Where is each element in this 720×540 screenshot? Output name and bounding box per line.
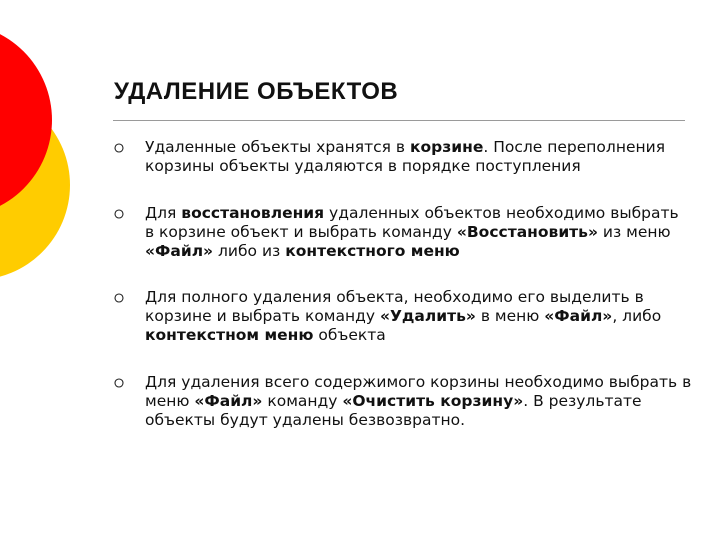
bullet-bold-text: «Восстановить» (456, 223, 598, 241)
bullet-item (112, 288, 692, 345)
bullet-bold-text: «Файл» (544, 307, 613, 325)
bullet-text: , либо (612, 307, 662, 325)
hollow-circle-bullet-icon (114, 293, 124, 303)
bullet-bold-text: «Файл» (145, 242, 214, 260)
bullet-text: Для полного удаления объекта, необходимо его выделить в корзине и выбрать команду (145, 288, 644, 325)
bullet-text: Для удаления всего содержимого корзины необходимо выбрать в меню (145, 373, 692, 410)
bullet-item (112, 204, 692, 261)
bullet-text: . В результате объекты будут удалены безвозвратно. (145, 392, 642, 429)
bullet-bold-text: корзине (410, 138, 484, 156)
bullet-text: Для (145, 204, 182, 222)
bullet-text: в меню (475, 307, 545, 325)
bullet-text: . После переполнения корзины объекты удаляются в порядке поступления (145, 138, 666, 175)
bullet-item (112, 373, 692, 430)
bullet-text: либо из (213, 242, 286, 260)
bullet-list (112, 138, 692, 430)
title-divider (113, 120, 685, 121)
hollow-circle-bullet-icon (114, 143, 124, 153)
bullet-bold-text: контекстного меню (285, 242, 460, 260)
bullet-text: удаленных объектов необходимо выбрать в корзине объект и выбрать команду (145, 204, 679, 241)
bullet-bold-text: «Очистить корзину» (342, 392, 524, 410)
hollow-circle-bullet-icon (114, 209, 124, 219)
hollow-circle-bullet-icon (114, 378, 124, 388)
bullet-text: команду (262, 392, 343, 410)
bullet-bold-text: контекстном меню (145, 326, 314, 344)
bullet-text: из меню (597, 223, 671, 241)
bullet-text: объекта (313, 326, 386, 344)
bullet-text: Удаленные объекты хранятся в (145, 138, 410, 156)
bullet-bold-text: «Удалить» (379, 307, 476, 325)
bullet-bold-text: «Файл» (194, 392, 263, 410)
red-yellow-circles-decoration (0, 0, 100, 300)
slide-title: УДАЛЕНИЕ ОБЪЕКТОВ (114, 78, 399, 105)
bullet-item (112, 138, 692, 176)
bullet-bold-text: восстановления (181, 204, 325, 222)
